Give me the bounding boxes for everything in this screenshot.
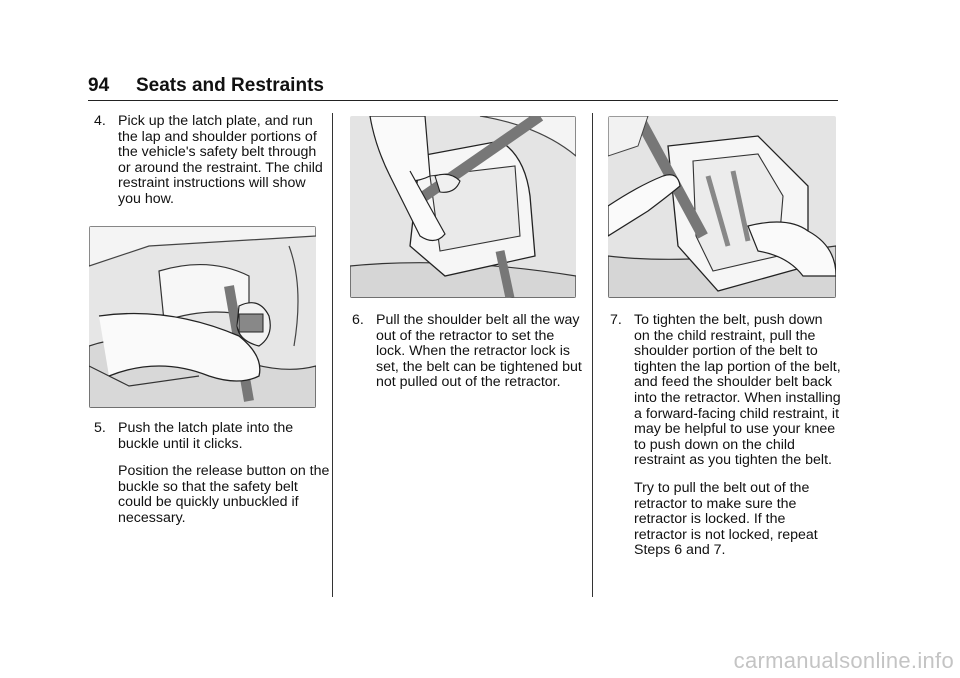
- step-number: 4.: [94, 113, 106, 129]
- step-text: To tighten the belt, push down on the child restraint, pull the shoulder portion of the belt to tighten the lap portion of the belt, and feed the shoulder belt back into the retractor. When installing a forward-facing child restraint, it may be helpful to use your knee to push down on the child restraint as you tighten the belt.: [634, 312, 841, 469]
- figure-latch-plate: [89, 226, 316, 408]
- figure-shoulder-belt: [350, 116, 576, 298]
- step-number: 6.: [352, 312, 364, 328]
- step-5-note: Position the release button on the buckle so that the safety belt could be quickly unbuckled if necessary.: [118, 463, 330, 526]
- step-number: 5.: [94, 420, 106, 436]
- step-text: Pick up the latch plate, and run the lap and shoulder portions of the vehicle's safety belt through or around the restraint. The child restraint instructions will show you how.: [118, 113, 323, 207]
- column-divider-2: [592, 113, 593, 597]
- step-text: Push the latch plate into the buckle until it clicks.: [118, 420, 294, 452]
- step-5: [94, 421, 330, 452]
- page-header: [88, 72, 838, 101]
- step-5-block: [94, 421, 330, 527]
- figure-tighten-belt: [608, 116, 836, 298]
- section-title: Seats and Restraints: [136, 75, 324, 96]
- step-7: [610, 313, 842, 469]
- step-6-block: [352, 313, 584, 391]
- page-number: 94: [88, 75, 110, 96]
- step-7-note: Try to pull the belt out of the retractor to make sure the retractor is locked. If the retractor is not locked, repeat Steps 6 and 7.: [634, 479, 818, 559]
- step-4-block: [94, 114, 330, 208]
- step-6: [352, 313, 584, 391]
- step-4: [94, 114, 330, 208]
- watermark: carmanualsonline.info: [733, 648, 954, 673]
- column-divider-1: [332, 113, 333, 597]
- step-text: Pull the shoulder belt all the way out of the retractor to set the lock. When the retractor lock is set, the belt can be tightened but not pulled out of the retractor.: [376, 312, 582, 391]
- step-number: 7.: [610, 312, 622, 328]
- step-7-block: [610, 313, 842, 559]
